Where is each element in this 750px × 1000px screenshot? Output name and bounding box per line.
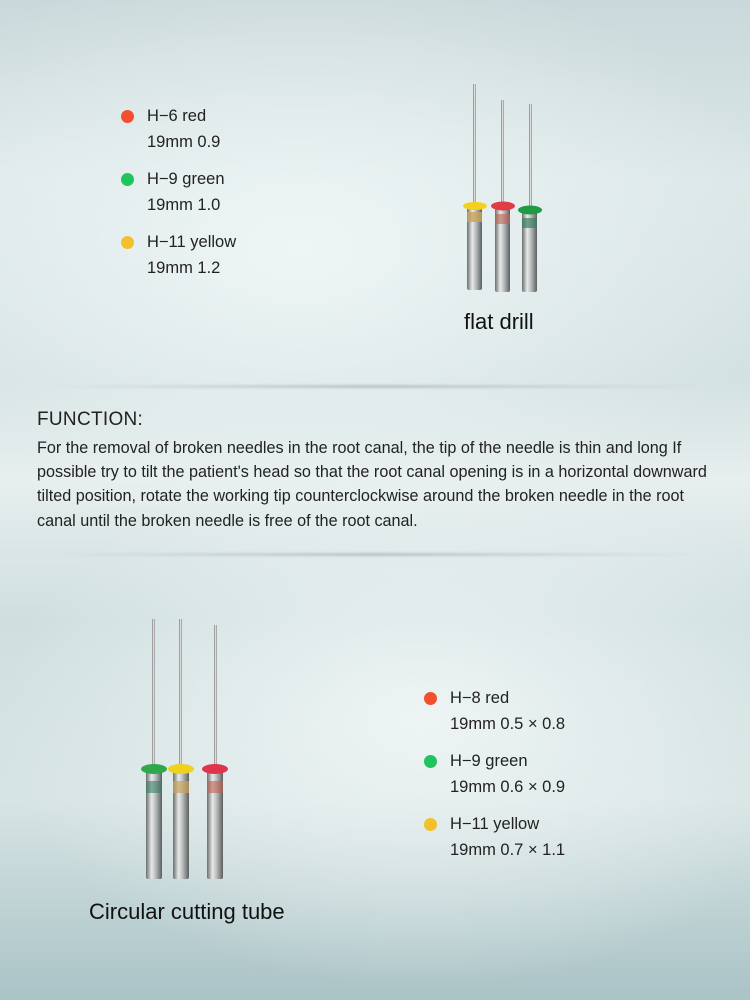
flat-drill-green <box>518 104 542 292</box>
yellow-dot-icon <box>121 236 134 249</box>
cutting-tube-red <box>202 625 228 879</box>
function-description: For the removal of broken needles in the root canal, the tip of the needle is thin and long If possible try to tilt the patient's head so that the root canal opening is in a horizontal downward tilted position, rotate the working tip counterclockwise around the broken needle in the root canal until the broken needle is free of the root canal. <box>37 439 707 530</box>
yellow-dot-icon <box>424 818 437 831</box>
cutting-tube-spec-list <box>424 688 565 877</box>
flat-drill-yellow <box>463 84 487 290</box>
spec-name: H−8 red <box>450 689 510 707</box>
flat-drill-spec-list <box>121 106 236 295</box>
flat-drill-red <box>491 100 515 292</box>
circular-cutting-tube-image <box>135 615 240 885</box>
spec-item-h8-red <box>424 688 565 735</box>
function-title: FUNCTION: <box>37 409 144 430</box>
spec-size: 19mm 0.6 × 0.9 <box>450 778 566 796</box>
spec-name: H−11 yellow <box>450 815 540 833</box>
cutting-tube-green <box>141 619 167 879</box>
green-dot-icon <box>424 755 437 768</box>
spec-name: H−9 green <box>147 170 225 188</box>
divider <box>50 553 700 556</box>
divider <box>50 385 700 388</box>
cutting-tube-caption: Circular cutting tube <box>89 899 285 924</box>
spec-size: 19mm 0.9 <box>147 133 221 151</box>
spec-name: H−9 green <box>450 752 528 770</box>
spec-item-h9-green <box>424 751 565 798</box>
red-dot-icon <box>121 110 134 123</box>
spec-name: H−6 red <box>147 107 207 125</box>
spec-item-h6-red <box>121 106 236 153</box>
spec-size: 19mm 0.5 × 0.8 <box>450 715 566 733</box>
spec-item-h11-yellow <box>424 814 565 861</box>
red-dot-icon <box>424 692 437 705</box>
flat-drill-caption: flat drill <box>464 309 534 334</box>
spec-item-h11-yellow <box>121 232 236 279</box>
spec-size: 19mm 1.2 <box>147 259 221 277</box>
cutting-tube-yellow <box>168 619 194 879</box>
spec-item-h9-green <box>121 169 236 216</box>
spec-size: 19mm 0.7 × 1.1 <box>450 841 566 859</box>
spec-name: H−11 yellow <box>147 233 237 251</box>
flat-drill-image <box>455 80 555 295</box>
function-section <box>37 409 717 533</box>
green-dot-icon <box>121 173 134 186</box>
spec-size: 19mm 1.0 <box>147 196 221 214</box>
